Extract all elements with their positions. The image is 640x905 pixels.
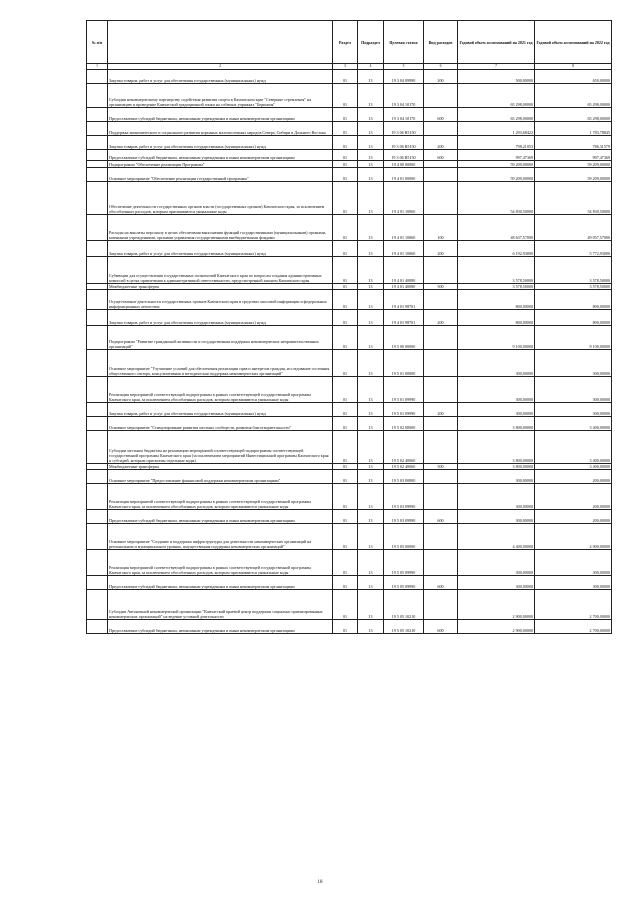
cell-2021-amount: 997,47369 <box>458 150 535 161</box>
cell-2022-amount: 59 209,00000 <box>535 161 612 168</box>
cell-expense-type: 200 <box>424 241 458 257</box>
cell-expense-type <box>424 350 458 377</box>
cell-name: Основное мероприятие "Улучшение условий для обеспечения реализации прав и интересов граждан, исследование состояния общественного сектора, консультативная и методическая поддержка некоммерческих организаций" <box>108 350 333 377</box>
cell-razdel: 01 <box>333 464 358 470</box>
cell-number <box>87 70 108 84</box>
table-row <box>87 590 612 620</box>
cell-razdel: 01 <box>333 310 358 326</box>
cell-target-article: 19 3 06 R5150 <box>384 136 424 150</box>
cell-razdel: 01 <box>333 290 358 310</box>
table-row <box>87 161 612 168</box>
cell-target-article: 19 4 01 40080 <box>384 257 424 284</box>
cell-razdel: 01 <box>333 108 358 122</box>
cell-podrazdel: 13 <box>358 470 384 484</box>
cell-name: Реализация мероприятий соответствующей подпрограммы в рамках соответствующей государственной программы Камчатского края, за исключением обособленных расходов, которым присваиваются уникальные коды <box>108 377 333 403</box>
table-row <box>87 215 612 241</box>
cell-2022-amount: 300,00000 <box>535 350 612 377</box>
header-podrazdel: Подраздел <box>358 21 384 64</box>
header-expense-type: Вид расходов <box>424 21 458 64</box>
cell-razdel: 01 <box>333 84 358 108</box>
cell-2021-amount: 59 209,00000 <box>458 161 535 168</box>
cell-2021-amount: 300,00000 <box>458 484 535 510</box>
cell-podrazdel: 13 <box>358 310 384 326</box>
cell-2022-amount: 5 772,93000 <box>535 241 612 257</box>
cell-target-article: 19 4 01 98701 <box>384 310 424 326</box>
cell-razdel: 01 <box>333 161 358 168</box>
cell-razdel: 01 <box>333 417 358 431</box>
table-row <box>87 84 612 108</box>
cell-2022-amount: 4 000,00000 <box>535 524 612 550</box>
cell-name: Основное мероприятие "Обеспечение реализации государственной программы" <box>108 168 333 182</box>
cell-2022-amount: 650,00000 <box>535 70 612 84</box>
cell-razdel: 01 <box>333 510 358 524</box>
cell-2022-amount: 200,00000 <box>535 470 612 484</box>
cell-expense-type: 500 <box>424 284 458 290</box>
cell-name: Поддержка экономического и социального развития коренных малочисленных народов Севера, Сибири и Дальнего Востока <box>108 122 333 136</box>
cell-2022-amount: 3 400,00000 <box>535 431 612 464</box>
header-number: № п/п <box>87 21 108 64</box>
cell-target-article: 19 5 05 09990 <box>384 576 424 590</box>
cell-2022-amount: 65 298,00000 <box>535 108 612 122</box>
cell-number <box>87 470 108 484</box>
cell-2022-amount: 300,00000 <box>535 403 612 417</box>
table-row <box>87 290 612 310</box>
cell-expense-type <box>424 168 458 182</box>
header-target-article: Целевая статья <box>384 21 424 64</box>
table-row <box>87 576 612 590</box>
cell-podrazdel: 13 <box>358 70 384 84</box>
cell-razdel: 01 <box>333 470 358 484</box>
table-row <box>87 470 612 484</box>
cell-number <box>87 620 108 634</box>
cell-target-article: 19 3 04 09990 <box>384 70 424 84</box>
cell-name: Межбюджетные трансферты <box>108 464 333 470</box>
cell-2022-amount: 200,00000 <box>535 510 612 524</box>
cell-2021-amount: 800,00000 <box>458 310 535 326</box>
cell-podrazdel: 13 <box>358 150 384 161</box>
cell-number <box>87 257 108 284</box>
budget-table <box>86 20 612 634</box>
cell-expense-type: 200 <box>424 310 458 326</box>
cell-podrazdel: 13 <box>358 122 384 136</box>
cell-2021-amount: 6 192,93000 <box>458 241 535 257</box>
cell-podrazdel: 13 <box>358 136 384 150</box>
cell-razdel: 01 <box>333 70 358 84</box>
header-row <box>87 21 612 64</box>
cell-expense-type: 500 <box>424 464 458 470</box>
cell-2021-amount: 798,21053 <box>458 136 535 150</box>
cell-number <box>87 290 108 310</box>
cell-name: Закупка товаров, работ и услуг для обеспечения государственных (муниципальных) нужд <box>108 136 333 150</box>
col-number: 8 <box>535 64 612 70</box>
cell-target-article: 19 5 01 00000 <box>384 350 424 377</box>
cell-2021-amount: 9 100,00000 <box>458 326 535 350</box>
cell-razdel: 01 <box>333 550 358 576</box>
table-row <box>87 550 612 576</box>
cell-name: Межбюджетные трансферты <box>108 284 333 290</box>
cell-podrazdel: 13 <box>358 290 384 310</box>
cell-2022-amount: 786,31579 <box>535 136 612 150</box>
cell-2021-amount: 2 900,00000 <box>458 590 535 620</box>
cell-2022-amount: 3 578,50000 <box>535 284 612 290</box>
cell-name: Предоставление субсидий бюджетным, автономным учреждениям и иным некоммерческим организациям <box>108 150 333 161</box>
cell-razdel: 01 <box>333 620 358 634</box>
cell-name: Обеспечение деятельности государственных органов власти (государственных органов) Камчатского края, за исключением обособленных расходов, которым присваиваются уникальные коды <box>108 182 333 215</box>
cell-target-article: 19 5 02 00000 <box>384 417 424 431</box>
cell-2021-amount: 3 800,00000 <box>458 417 535 431</box>
table-row <box>87 431 612 464</box>
cell-expense-type: 100 <box>424 215 458 241</box>
cell-podrazdel: 13 <box>358 576 384 590</box>
cell-2021-amount: 300,00000 <box>458 576 535 590</box>
cell-number <box>87 182 108 215</box>
cell-2021-amount: 3 800,00000 <box>458 431 535 464</box>
cell-podrazdel: 13 <box>358 590 384 620</box>
cell-name: Закупка товаров, работ и услуг для обеспечения государственных (муниципальных) нужд <box>108 70 333 84</box>
cell-razdel: 01 <box>333 215 358 241</box>
cell-2022-amount: 3 400,00000 <box>535 464 612 470</box>
cell-2021-amount: 300,00000 <box>458 470 535 484</box>
cell-podrazdel: 13 <box>358 510 384 524</box>
cell-2021-amount: 65 298,00000 <box>458 84 535 108</box>
table-row <box>87 510 612 524</box>
cell-podrazdel: 13 <box>358 550 384 576</box>
cell-expense-type <box>424 550 458 576</box>
table-row <box>87 350 612 377</box>
cell-expense-type <box>424 326 458 350</box>
cell-target-article: 19 5 05 10210 <box>384 590 424 620</box>
cell-podrazdel: 13 <box>358 377 384 403</box>
cell-2022-amount: 49 057,57000 <box>535 215 612 241</box>
cell-name: Реализация мероприятий соответствующей подпрограммы в рамках соответствующей государственной программы Камчатского края, за исключением обособленных расходов, которым присваиваются уникальные коды <box>108 550 333 576</box>
cell-number <box>87 350 108 377</box>
table-row <box>87 182 612 215</box>
table-row <box>87 257 612 284</box>
table-body <box>87 70 612 634</box>
cell-number <box>87 310 108 326</box>
cell-expense-type <box>424 257 458 284</box>
cell-2021-amount: 3 578,50000 <box>458 284 535 290</box>
col-number: 4 <box>358 64 384 70</box>
cell-expense-type <box>424 290 458 310</box>
cell-expense-type: 600 <box>424 108 458 122</box>
table-row <box>87 484 612 510</box>
budget-table-sheet <box>86 20 611 634</box>
cell-2022-amount: 1 783,78845 <box>535 122 612 136</box>
cell-podrazdel: 13 <box>358 168 384 182</box>
col-number: 5 <box>384 64 424 70</box>
cell-target-article: 19 3 06 R5150 <box>384 150 424 161</box>
cell-name: Осуществление деятельности государственных органов Камчатского края в средствах массовой информации и федеральных информационных агентствах <box>108 290 333 310</box>
table-row <box>87 620 612 634</box>
cell-name: Субсидия некоммерческому партнерству содействия развития спорта в Камчатском крае "Северные стремления" на организацию и проведение Камчатской традиционной гонки на собачьих упряжках "Берингия" <box>108 84 333 108</box>
cell-number <box>87 484 108 510</box>
cell-name: Субсидии местным бюджетам на реализацию мероприятий соответствующей подпрограммы соответствующей государственной программы Камчатского края (за исключением мероприятий Инвестиционной программы Камчатского края и субсидий, которым присвоены отдельные коды) <box>108 431 333 464</box>
cell-target-article: 19 5 05 10210 <box>384 620 424 634</box>
cell-expense-type <box>424 377 458 403</box>
cell-name: Предоставление субсидий бюджетным, автономным учреждениям и иным некоммерческим организациям <box>108 576 333 590</box>
cell-podrazdel: 13 <box>358 464 384 470</box>
cell-expense-type <box>424 431 458 464</box>
cell-razdel: 01 <box>333 122 358 136</box>
cell-razdel: 01 <box>333 168 358 182</box>
cell-number <box>87 431 108 464</box>
cell-2022-amount: 800,00000 <box>535 290 612 310</box>
cell-razdel: 01 <box>333 431 358 464</box>
cell-razdel: 01 <box>333 257 358 284</box>
cell-target-article: 19 5 02 40060 <box>384 464 424 470</box>
cell-2022-amount: 300,00000 <box>535 550 612 576</box>
cell-target-article: 19 5 01 09990 <box>384 403 424 417</box>
cell-number <box>87 590 108 620</box>
cell-target-article: 19 3 04 10170 <box>384 84 424 108</box>
table-row <box>87 326 612 350</box>
cell-name: Закупка товаров, работ и услуг для обеспечения государственных (муниципальных) нужд <box>108 241 333 257</box>
cell-podrazdel: 13 <box>358 326 384 350</box>
cell-2022-amount: 59 209,00000 <box>535 168 612 182</box>
cell-expense-type <box>424 484 458 510</box>
cell-2022-amount: 3 400,00000 <box>535 417 612 431</box>
cell-expense-type: 200 <box>424 136 458 150</box>
header-name <box>108 21 333 64</box>
cell-number <box>87 326 108 350</box>
cell-target-article: 19 4 01 40080 <box>384 284 424 290</box>
cell-2021-amount: 500,00000 <box>458 70 535 84</box>
cell-target-article: 19 5 05 00000 <box>384 524 424 550</box>
header-2022-amount: Годовой объем ассигнований на 2022 год <box>535 21 612 64</box>
table-row <box>87 122 612 136</box>
cell-razdel: 01 <box>333 136 358 150</box>
cell-2022-amount: 54 830,50000 <box>535 182 612 215</box>
cell-expense-type <box>424 84 458 108</box>
table-row <box>87 136 612 150</box>
cell-name: Субсидии Автономной некоммерческой организации "Камчатский краевой центр поддержки социально ориентированных некоммерческих организаций" на ведение уставной деятельности <box>108 590 333 620</box>
cell-razdel: 01 <box>333 403 358 417</box>
cell-number <box>87 241 108 257</box>
cell-name: Реализация мероприятий соответствующей подпрограммы в рамках соответствующей государственной программы Камчатского края, за исключением обособленных расходов, которым присваиваются уникальные коды <box>108 484 333 510</box>
cell-name: Предоставление субсидий бюджетным, автономным учреждениям и иным некоммерческим организациям <box>108 620 333 634</box>
cell-target-article: 19 3 06 R5150 <box>384 122 424 136</box>
cell-name: Закупка товаров, работ и услуг для обеспечения государственных (муниципальных) нужд <box>108 310 333 326</box>
cell-podrazdel: 13 <box>358 182 384 215</box>
cell-2022-amount: 65 298,00000 <box>535 84 612 108</box>
cell-razdel: 01 <box>333 182 358 215</box>
cell-2021-amount: 300,00000 <box>458 403 535 417</box>
cell-2021-amount: 3 800,00000 <box>458 464 535 470</box>
cell-target-article: 19 5 03 09990 <box>384 510 424 524</box>
cell-razdel: 01 <box>333 377 358 403</box>
cell-podrazdel: 13 <box>358 524 384 550</box>
cell-target-article: 19 4 01 10060 <box>384 215 424 241</box>
cell-podrazdel: 13 <box>358 108 384 122</box>
cell-2021-amount: 65 298,00000 <box>458 108 535 122</box>
table-row <box>87 70 612 84</box>
cell-2021-amount: 300,00000 <box>458 510 535 524</box>
table-row <box>87 150 612 161</box>
cell-number <box>87 84 108 108</box>
cell-number <box>87 377 108 403</box>
cell-target-article: 19 5 03 09990 <box>384 484 424 510</box>
col-number: 7 <box>458 64 535 70</box>
cell-2022-amount: 997,47369 <box>535 150 612 161</box>
cell-expense-type <box>424 417 458 431</box>
cell-2022-amount: 3 578,50000 <box>535 257 612 284</box>
col-number: 6 <box>424 64 458 70</box>
page-number: 18 <box>317 880 323 885</box>
cell-2022-amount: 300,00000 <box>535 377 612 403</box>
cell-name: Основное мероприятие "Предоставление финансовой поддержки некоммерческим организациям" <box>108 470 333 484</box>
cell-target-article: 19 4 00 00000 <box>384 161 424 168</box>
table-row <box>87 524 612 550</box>
cell-number <box>87 576 108 590</box>
cell-expense-type: 600 <box>424 576 458 590</box>
cell-expense-type <box>424 122 458 136</box>
cell-2021-amount: 3 578,50000 <box>458 257 535 284</box>
cell-2021-amount: 300,00000 <box>458 550 535 576</box>
cell-number <box>87 122 108 136</box>
col-number: 2 <box>108 64 333 70</box>
cell-name: Подпрограмма "Обеспечение реализации Программы" <box>108 161 333 168</box>
cell-expense-type <box>424 470 458 484</box>
cell-podrazdel: 13 <box>358 257 384 284</box>
cell-expense-type: 600 <box>424 620 458 634</box>
cell-razdel: 01 <box>333 350 358 377</box>
cell-podrazdel: 13 <box>358 84 384 108</box>
cell-name: Основное мероприятие "Создание и поддержка инфраструктуры для деятельности некоммерческих организаций на региональном и муниципальном уровнях, имущественная поддержка некоммерческих организаций" <box>108 524 333 550</box>
cell-razdel: 01 <box>333 326 358 350</box>
cell-number <box>87 524 108 550</box>
cell-2021-amount: 800,00000 <box>458 290 535 310</box>
cell-name: Закупка товаров, работ и услуг для обеспечения государственных (муниципальных) нужд <box>108 403 333 417</box>
cell-name: Предоставление субсидий бюджетным, автономным учреждениям и иным некоммерческим организациям <box>108 108 333 122</box>
cell-podrazdel: 13 <box>358 161 384 168</box>
cell-number <box>87 403 108 417</box>
cell-number <box>87 510 108 524</box>
cell-podrazdel: 13 <box>358 284 384 290</box>
cell-2021-amount: 48 637,57000 <box>458 215 535 241</box>
cell-2022-amount: 2 700,00000 <box>535 620 612 634</box>
cell-2021-amount: 300,00000 <box>458 377 535 403</box>
cell-razdel: 01 <box>333 576 358 590</box>
cell-podrazdel: 13 <box>358 620 384 634</box>
cell-2021-amount: 2 900,00000 <box>458 620 535 634</box>
cell-expense-type: 600 <box>424 150 458 161</box>
col-number: 1 <box>87 64 108 70</box>
cell-name: Предоставление субсидий бюджетным, автономным учреждениям и иным некоммерческим организациям <box>108 510 333 524</box>
cell-podrazdel: 13 <box>358 241 384 257</box>
cell-expense-type: 200 <box>424 70 458 84</box>
cell-number <box>87 150 108 161</box>
table-row <box>87 241 612 257</box>
cell-number <box>87 168 108 182</box>
table-row <box>87 403 612 417</box>
cell-number <box>87 108 108 122</box>
cell-number <box>87 417 108 431</box>
cell-razdel: 01 <box>333 484 358 510</box>
cell-2022-amount: 300,00000 <box>535 576 612 590</box>
cell-expense-type <box>424 182 458 215</box>
cell-target-article: 19 4 01 98701 <box>384 290 424 310</box>
cell-target-article: 19 4 01 10060 <box>384 241 424 257</box>
col-number: 3 <box>333 64 358 70</box>
cell-razdel: 01 <box>333 150 358 161</box>
table-row <box>87 417 612 431</box>
cell-target-article: 19 5 02 40060 <box>384 431 424 464</box>
cell-target-article: 19 4 01 00000 <box>384 168 424 182</box>
cell-2021-amount: 1 293,68422 <box>458 122 535 136</box>
table-row <box>87 108 612 122</box>
cell-2022-amount: 2 700,00000 <box>535 590 612 620</box>
cell-expense-type: 600 <box>424 510 458 524</box>
cell-podrazdel: 13 <box>358 431 384 464</box>
cell-number <box>87 215 108 241</box>
header-razdel: Раздел <box>333 21 358 64</box>
cell-podrazdel: 13 <box>358 417 384 431</box>
cell-2021-amount: 59 209,00000 <box>458 168 535 182</box>
cell-expense-type <box>424 590 458 620</box>
cell-name: Подпрограмма "Развитие гражданской активности и государственная поддержка некоммерческих неправительственных организаций" <box>108 326 333 350</box>
cell-name: Основное мероприятие "Стимулирование развития местных сообществ, развития благотворительности" <box>108 417 333 431</box>
cell-expense-type: 200 <box>424 403 458 417</box>
cell-number <box>87 550 108 576</box>
cell-target-article: 19 5 00 00000 <box>384 326 424 350</box>
cell-target-article: 19 4 01 10060 <box>384 182 424 215</box>
cell-2021-amount: 4 400,00000 <box>458 524 535 550</box>
cell-razdel: 01 <box>333 524 358 550</box>
cell-target-article: 19 5 05 09990 <box>384 550 424 576</box>
cell-2022-amount: 8 100,00000 <box>535 326 612 350</box>
table-row <box>87 168 612 182</box>
cell-target-article: 19 5 01 09990 <box>384 377 424 403</box>
cell-podrazdel: 13 <box>358 215 384 241</box>
cell-number <box>87 136 108 150</box>
cell-podrazdel: 13 <box>358 484 384 510</box>
cell-2021-amount: 300,00000 <box>458 350 535 377</box>
cell-target-article: 19 5 03 00000 <box>384 470 424 484</box>
cell-expense-type <box>424 524 458 550</box>
table-row <box>87 310 612 326</box>
cell-2022-amount: 800,00000 <box>535 310 612 326</box>
cell-expense-type <box>424 161 458 168</box>
cell-name: Расходы на выплаты персоналу в целях обеспечения выполнения функций государственными (муниципальными) органами, казенными учреждениями, органами управления государственными внебюджетными фондами <box>108 215 333 241</box>
cell-number <box>87 161 108 168</box>
cell-razdel: 01 <box>333 284 358 290</box>
cell-razdel: 01 <box>333 590 358 620</box>
cell-name: Субвенции для осуществления государственных полномочий Камчатского края по вопросам создания административных комиссий в целях привлечения к административной ответственности, предусмотренной законом Камчатского края <box>108 257 333 284</box>
cell-podrazdel: 13 <box>358 350 384 377</box>
cell-podrazdel: 13 <box>358 403 384 417</box>
cell-target-article: 19 3 04 10170 <box>384 108 424 122</box>
cell-razdel: 01 <box>333 241 358 257</box>
cell-2022-amount: 200,00000 <box>535 484 612 510</box>
table-row <box>87 377 612 403</box>
header-2021-amount: Годовой объем ассигнований на 2021 год <box>458 21 535 64</box>
cell-2021-amount: 54 830,50000 <box>458 182 535 215</box>
